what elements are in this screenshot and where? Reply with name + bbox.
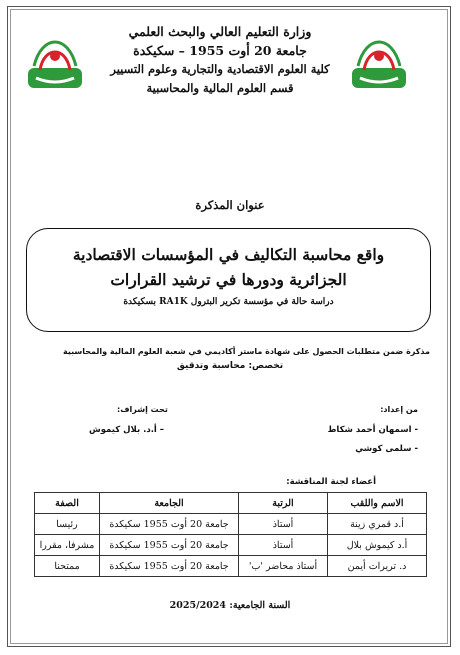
member-name: أ.د كيموش بلال	[328, 535, 427, 556]
institution-header	[95, 22, 345, 98]
ministry-name: وزارة التعليم العالي والبحث العلمي	[128, 24, 312, 39]
memo-title-box	[26, 228, 431, 332]
jury-table-header	[35, 493, 427, 514]
university-name: جامعة 20 أوت 1955 – سكيكدة	[133, 43, 307, 58]
table-row	[35, 514, 427, 535]
jury-table	[34, 492, 427, 577]
table-row	[35, 556, 427, 577]
memo-title-label: عنوان المذكرة	[195, 198, 265, 212]
memo-specialty: تخصص: محاسبة وتدقيق	[176, 361, 284, 371]
prepared-by-label: من إعداد:	[380, 405, 418, 414]
member-role: ممتحنا	[35, 556, 100, 577]
jury-label: أعضاء لجنة المناقشة:	[286, 477, 376, 487]
supervisor-name: – أ.د. بلال كيموش	[89, 425, 165, 435]
student-name: - اسمهان أحمد شكاط	[327, 425, 418, 435]
faculty-name: كلية العلوم الاقتصادية والتجارية وعلوم التسيير	[110, 62, 330, 76]
member-rank: أستاذ محاضر 'ب'	[239, 556, 328, 577]
member-name: أ.د قمري زينة	[328, 514, 427, 535]
member-university: جامعة 20 أوت 1955 سكيكدة	[100, 556, 239, 577]
member-rank: أستاذ	[239, 514, 328, 535]
header-name: الاسم واللقب	[328, 493, 427, 514]
header-role: الصفة	[35, 493, 100, 514]
supervised-by-label: تحت إشراف:	[117, 405, 168, 414]
header-university: الجامعة	[100, 493, 239, 514]
academic-year: السنة الجامعية: 2025/2024	[169, 600, 291, 611]
member-name: د. تريرات أيمن	[328, 556, 427, 577]
member-rank: أستاذ	[239, 535, 328, 556]
member-university: جامعة 20 أوت 1955 سكيكدة	[100, 514, 239, 535]
member-role: مشرفا، مقررا	[35, 535, 100, 556]
table-row	[35, 535, 427, 556]
header-rank: الرتبة	[239, 493, 328, 514]
department-name: قسم العلوم المالية والمحاسبية	[146, 81, 294, 95]
memo-title-line1: واقع محاسبة التكاليف في المؤسسات الاقتصادية	[72, 245, 385, 264]
member-role: رئيسا	[35, 514, 100, 535]
member-university: جامعة 20 أوت 1955 سكيكدة	[100, 535, 239, 556]
student-name: - سلمى كوشي	[355, 444, 418, 454]
memo-description: مذكرة ضمن متطلبات الحصول على شهادة ماستر أكاديمي في شعبة العلوم المالية والمحاسبية	[63, 347, 430, 356]
memo-title-line2: الجزائرية ودورها في ترشيد القرارات	[110, 270, 347, 289]
case-study-subtitle: دراسة حالة في مؤسسة تكرير البترول RA1K بسكيكدة	[123, 297, 334, 307]
